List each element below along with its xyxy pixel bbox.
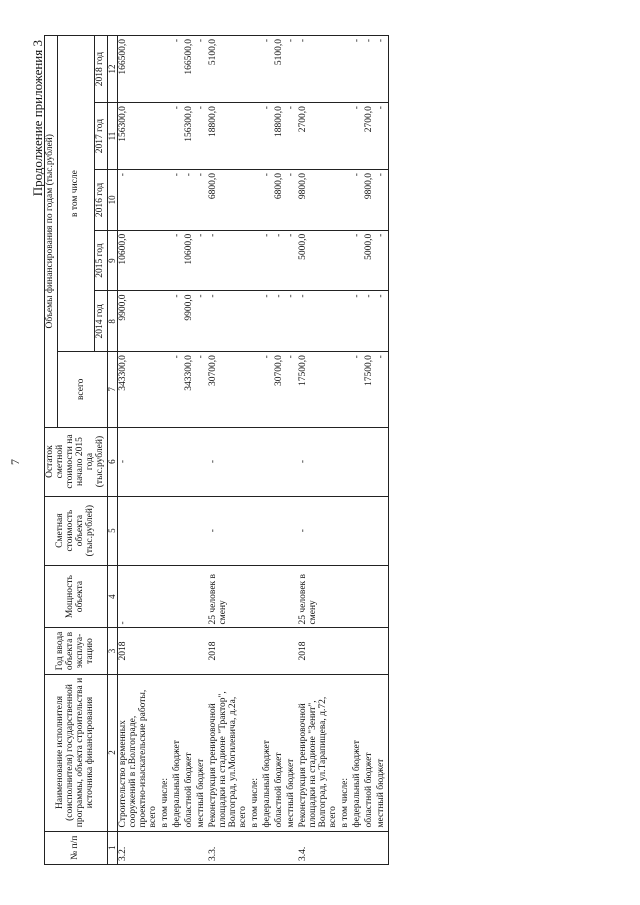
- cost-cell: -: [208, 496, 250, 565]
- year-in-cell: [274, 628, 286, 674]
- col-header-year-in: Год ввода объекта в эксплуа-тацию: [45, 628, 108, 674]
- row-number-cell: [262, 831, 274, 864]
- capacity-cell: 25 человек в смену: [298, 565, 340, 628]
- year-in-cell: [196, 628, 208, 674]
- capacity-cell: [250, 565, 262, 628]
- capacity-cell: [160, 565, 172, 628]
- total-cell: -: [172, 352, 184, 427]
- year-2014-cell: -: [274, 291, 286, 352]
- year-2018-cell: 5100,0: [274, 36, 286, 103]
- row-number-cell: [196, 831, 208, 864]
- col-header-capacity: Мощность объекта: [45, 565, 108, 628]
- item-name-cell: Реконструкция тренировочной площадки на стадионе "Трактор", Волгоград, ул.Могилевича, д.2а, всего: [208, 674, 250, 831]
- table-row: [376, 36, 388, 865]
- remain-cell: -: [298, 427, 340, 496]
- year-2017-cell: [250, 103, 262, 170]
- total-cell: -: [262, 352, 274, 427]
- col-header-2014: 2014 год: [94, 291, 107, 352]
- year-in-cell: [184, 628, 196, 674]
- year-2015-cell: -: [262, 230, 274, 291]
- cost-cell: [340, 496, 352, 565]
- table-row: [352, 36, 364, 865]
- year-2016-cell: [160, 170, 172, 231]
- year-2017-cell: -: [376, 103, 388, 170]
- remain-cell: [376, 427, 388, 496]
- column-number-row: [107, 36, 117, 865]
- total-cell: [340, 352, 352, 427]
- year-2015-cell: -: [172, 230, 184, 291]
- year-2018-cell: 166500,0: [184, 36, 196, 103]
- year-2014-cell: -: [172, 291, 184, 352]
- table-row: [208, 36, 250, 865]
- year-2017-cell: -: [286, 103, 298, 170]
- year-2015-cell: -: [196, 230, 208, 291]
- year-2017-cell: 18800,0: [274, 103, 286, 170]
- year-2018-cell: -: [298, 36, 340, 103]
- year-2014-cell: -: [352, 291, 364, 352]
- continuation-note: Продолжение приложения 3: [30, 40, 45, 197]
- year-2018-cell: -: [172, 36, 184, 103]
- col-header-remain: Остаток сметной стоимости на начало 2015 года (тыс.рублей): [45, 427, 108, 496]
- table-row: [172, 36, 184, 865]
- item-name-cell: федеральный бюджет: [262, 674, 274, 831]
- year-2014-cell: -: [208, 291, 250, 352]
- col-header-2017: 2017 год: [94, 103, 107, 170]
- capacity-cell: [274, 565, 286, 628]
- cost-cell: [274, 496, 286, 565]
- item-name-cell: местный бюджет: [196, 674, 208, 831]
- column-number: 3: [107, 628, 117, 674]
- item-name-cell: федеральный бюджет: [352, 674, 364, 831]
- capacity-cell: [340, 565, 352, 628]
- year-2014-cell: -: [376, 291, 388, 352]
- item-name-cell: областной бюджет: [184, 674, 196, 831]
- capacity-cell: [376, 565, 388, 628]
- item-name-cell: Строительство временных сооружений в г.Волгограде, проектно-изыскательские работы, всего: [118, 674, 160, 831]
- row-number-cell: [184, 831, 196, 864]
- cost-cell: [160, 496, 172, 565]
- year-2018-cell: [250, 36, 262, 103]
- table-row: [196, 36, 208, 865]
- total-cell: -: [352, 352, 364, 427]
- item-name-cell: федеральный бюджет: [172, 674, 184, 831]
- column-number: 10: [107, 170, 117, 231]
- total-cell: [250, 352, 262, 427]
- row-number-cell: [364, 831, 376, 864]
- cost-cell: [286, 496, 298, 565]
- col-header-volumes: Объемы финансирования по годам (тыс.рублей): [45, 36, 58, 428]
- table-body: [118, 36, 388, 865]
- year-2014-cell: [250, 291, 262, 352]
- remain-cell: -: [118, 427, 160, 496]
- row-number-cell: 3.2.: [118, 831, 160, 864]
- year-2018-cell: -: [352, 36, 364, 103]
- cost-cell: [118, 496, 160, 565]
- col-header-2016: 2016 год: [94, 170, 107, 231]
- capacity-cell: 25 человек в смену: [208, 565, 250, 628]
- financing-table: [44, 35, 389, 865]
- year-2015-cell: -: [352, 230, 364, 291]
- cost-cell: [262, 496, 274, 565]
- year-2018-cell: -: [364, 36, 376, 103]
- page-number: 7: [8, 459, 22, 465]
- year-in-cell: 2018: [298, 628, 340, 674]
- item-name-cell: областной бюджет: [274, 674, 286, 831]
- total-cell: 343300,0: [184, 352, 196, 427]
- year-2017-cell: 2700,0: [364, 103, 376, 170]
- year-2017-cell: 156300,0: [118, 103, 160, 170]
- remain-cell: [286, 427, 298, 496]
- year-2017-cell: 2700,0: [298, 103, 340, 170]
- year-2014-cell: -: [364, 291, 376, 352]
- total-cell: -: [196, 352, 208, 427]
- cost-cell: [172, 496, 184, 565]
- year-2015-cell: -: [286, 230, 298, 291]
- year-in-cell: [262, 628, 274, 674]
- year-2017-cell: 156300,0: [184, 103, 196, 170]
- year-2017-cell: -: [196, 103, 208, 170]
- cost-cell: [364, 496, 376, 565]
- year-2014-cell: -: [298, 291, 340, 352]
- remain-cell: [352, 427, 364, 496]
- year-in-cell: [286, 628, 298, 674]
- year-2016-cell: 6800,0: [274, 170, 286, 231]
- year-2015-cell: 10600,0: [118, 230, 160, 291]
- col-header-incl: в том числе: [57, 36, 94, 352]
- year-2016-cell: -: [118, 170, 160, 231]
- year-in-cell: [364, 628, 376, 674]
- capacity-cell: [172, 565, 184, 628]
- table-row: [340, 36, 352, 865]
- item-name-cell: в том числе:: [340, 674, 352, 831]
- col-header-num: № п/п: [45, 831, 108, 864]
- row-number-cell: [160, 831, 172, 864]
- year-2017-cell: 18800,0: [208, 103, 250, 170]
- year-in-cell: [160, 628, 172, 674]
- year-2018-cell: -: [286, 36, 298, 103]
- total-cell: -: [286, 352, 298, 427]
- year-2018-cell: [340, 36, 352, 103]
- total-cell: [160, 352, 172, 427]
- year-2017-cell: -: [262, 103, 274, 170]
- row-number-cell: [340, 831, 352, 864]
- year-2016-cell: -: [172, 170, 184, 231]
- year-in-cell: [250, 628, 262, 674]
- year-2014-cell: -: [286, 291, 298, 352]
- item-name-cell: в том числе:: [160, 674, 172, 831]
- table-row: [160, 36, 172, 865]
- year-2017-cell: [160, 103, 172, 170]
- table-row: [364, 36, 376, 865]
- year-2016-cell: -: [184, 170, 196, 231]
- cost-cell: [250, 496, 262, 565]
- row-number-cell: [250, 831, 262, 864]
- year-2015-cell: 5000,0: [298, 230, 340, 291]
- row-number-cell: [286, 831, 298, 864]
- year-2018-cell: -: [196, 36, 208, 103]
- year-in-cell: 2018: [118, 628, 160, 674]
- total-cell: 30700,0: [208, 352, 250, 427]
- year-2016-cell: [250, 170, 262, 231]
- year-2018-cell: 166500,0: [118, 36, 160, 103]
- capacity-cell: -: [118, 565, 160, 628]
- year-2014-cell: -: [196, 291, 208, 352]
- remain-cell: [262, 427, 274, 496]
- year-2015-cell: [160, 230, 172, 291]
- column-number: 6: [107, 427, 117, 496]
- table-row: [298, 36, 340, 865]
- remain-cell: [160, 427, 172, 496]
- table-row: [262, 36, 274, 865]
- col-header-name: Наименование исполнителя (соисполнителя) государственной программы, объекта строительства и источника финансирования: [45, 674, 108, 831]
- col-header-2018: 2018 год: [94, 36, 107, 103]
- row-number-cell: [352, 831, 364, 864]
- column-number: 7: [107, 352, 117, 427]
- remain-cell: [184, 427, 196, 496]
- item-name-cell: областной бюджет: [364, 674, 376, 831]
- col-header-cost: Сметная стоимость объекта (тыс.рублей): [45, 496, 108, 565]
- year-2015-cell: -: [274, 230, 286, 291]
- year-2018-cell: [160, 36, 172, 103]
- table-row: [250, 36, 262, 865]
- year-in-cell: [376, 628, 388, 674]
- year-2016-cell: 9800,0: [364, 170, 376, 231]
- column-number: 2: [107, 674, 117, 831]
- year-2015-cell: -: [208, 230, 250, 291]
- year-2016-cell: [340, 170, 352, 231]
- year-2016-cell: -: [352, 170, 364, 231]
- total-cell: -: [376, 352, 388, 427]
- year-2017-cell: -: [352, 103, 364, 170]
- year-2016-cell: -: [262, 170, 274, 231]
- year-2014-cell: 9900,0: [184, 291, 196, 352]
- column-number: 11: [107, 103, 117, 170]
- year-2015-cell: -: [376, 230, 388, 291]
- capacity-cell: [184, 565, 196, 628]
- column-number: 4: [107, 565, 117, 628]
- row-number-cell: 3.4.: [298, 831, 340, 864]
- table-row: [286, 36, 298, 865]
- row-number-cell: [172, 831, 184, 864]
- year-2018-cell: 5100,0: [208, 36, 250, 103]
- year-2015-cell: [340, 230, 352, 291]
- row-number-cell: 3.3.: [208, 831, 250, 864]
- year-in-cell: [172, 628, 184, 674]
- col-header-total: всего: [57, 352, 107, 427]
- table-row: [118, 36, 160, 865]
- item-name-cell: Реконструкция тренировочной площадки на стадионе "Зенит", Волгоград, ул.Тарапищева, д.72, всего: [298, 674, 340, 831]
- table-row: [274, 36, 286, 865]
- item-name-cell: местный бюджет: [286, 674, 298, 831]
- remain-cell: [250, 427, 262, 496]
- column-number: 5: [107, 496, 117, 565]
- remain-cell: [172, 427, 184, 496]
- column-number: 1: [107, 831, 117, 864]
- row-number-cell: [376, 831, 388, 864]
- remain-cell: [274, 427, 286, 496]
- row-number-cell: [274, 831, 286, 864]
- remain-cell: [340, 427, 352, 496]
- capacity-cell: [364, 565, 376, 628]
- year-2015-cell: 10600,0: [184, 230, 196, 291]
- header-row-1: [45, 36, 58, 865]
- total-cell: 17500,0: [364, 352, 376, 427]
- remain-cell: -: [208, 427, 250, 496]
- year-in-cell: [340, 628, 352, 674]
- total-cell: 30700,0: [274, 352, 286, 427]
- capacity-cell: [196, 565, 208, 628]
- cost-cell: [376, 496, 388, 565]
- capacity-cell: [352, 565, 364, 628]
- year-2014-cell: [160, 291, 172, 352]
- remain-cell: [196, 427, 208, 496]
- year-2016-cell: -: [286, 170, 298, 231]
- cost-cell: [196, 496, 208, 565]
- item-name-cell: местный бюджет: [376, 674, 388, 831]
- item-name-cell: в том числе:: [250, 674, 262, 831]
- year-2015-cell: 5000,0: [364, 230, 376, 291]
- cost-cell: [184, 496, 196, 565]
- year-2016-cell: 6800,0: [208, 170, 250, 231]
- year-2014-cell: 9900,0: [118, 291, 160, 352]
- year-2017-cell: -: [172, 103, 184, 170]
- year-2014-cell: -: [262, 291, 274, 352]
- year-in-cell: [352, 628, 364, 674]
- capacity-cell: [262, 565, 274, 628]
- year-in-cell: 2018: [208, 628, 250, 674]
- table-row: [184, 36, 196, 865]
- cost-cell: -: [298, 496, 340, 565]
- year-2018-cell: -: [262, 36, 274, 103]
- year-2014-cell: [340, 291, 352, 352]
- total-cell: 17500,0: [298, 352, 340, 427]
- year-2016-cell: -: [196, 170, 208, 231]
- col-header-2015: 2015 год: [94, 230, 107, 291]
- capacity-cell: [286, 565, 298, 628]
- column-number: 8: [107, 291, 117, 352]
- remain-cell: [364, 427, 376, 496]
- year-2015-cell: [250, 230, 262, 291]
- year-2018-cell: -: [376, 36, 388, 103]
- year-2017-cell: [340, 103, 352, 170]
- year-2016-cell: 9800,0: [298, 170, 340, 231]
- column-number: 9: [107, 230, 117, 291]
- total-cell: 343300,0: [118, 352, 160, 427]
- year-2016-cell: -: [376, 170, 388, 231]
- column-number: 12: [107, 36, 117, 103]
- cost-cell: [352, 496, 364, 565]
